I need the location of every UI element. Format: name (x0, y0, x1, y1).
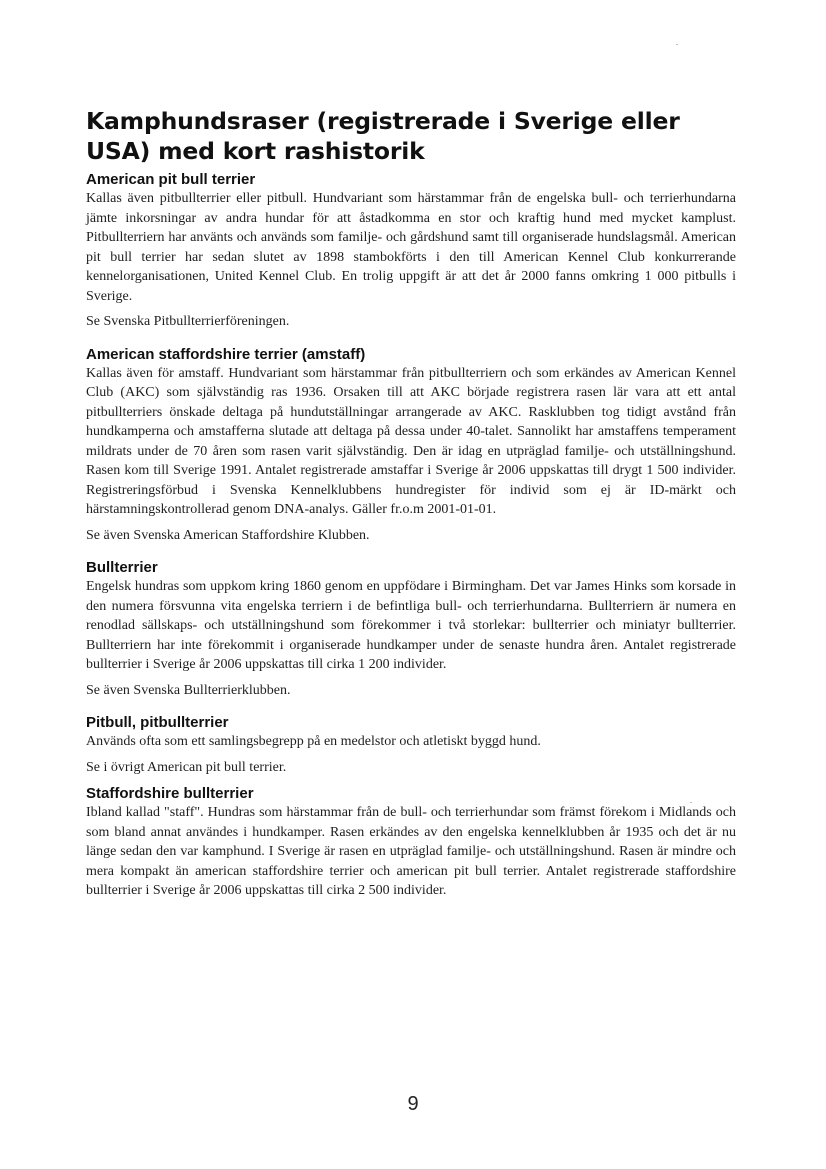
section-paragraph: Kallas även för amstaff. Hundvariant som härstammar från pitbullterriern och som erkändes av American Kennel Club (AKC) som självständig ras 1936. Orsaken till att AKC började registrera rasen lär vara att ett antal pitbullterriers önskade deltaga på hundutställningar arrangerade av AKC. Rasklubben tog tidigt avstånd från hundkamperna och amstafferna slutade att deltaga på dessa under 40-talet. Sannolikt har amstaffens temperament mildrats under de 70 åren som rasen varit självständig. Den är idag en utpräglad familje- och utställningshund. Rasen kom till Sverige 1991. Antalet registrerade amstaffar i Sverige år 2006 uppskattas till drygt 1 500 individer. Registreringsförbud i Svenska Kennelklubbens hundregister för individ som ej är ID-märkt och härstamningskontrollerad genom DNA-analys. Gäller fr.o.m 2001-01-01. (86, 365, 736, 517)
section-paragraph: Se i övrigt American pit bull terrier. (86, 759, 287, 775)
section-paragraph: Se även Svenska American Staffordshire Klubben. (86, 527, 370, 543)
section-paragraph: Används ofta som ett samlingsbegrepp på en medelstor och atletiskt byggd hund. (86, 734, 541, 749)
section-paragraph: Kallas även pitbullterrier eller pitbull. Hundvariant som härstammar från de engelska bull- och terrierhundarna jämte inkorsningar av andra hundar för att åstadkomma en stor och kraftig hund med mycket kamplust. Pitbullterriern har använts och används som familje- och gårdshund samt till organiserade hundslagsmål. American pit bull terrier har sedan slutet av 1898 stambokförts i den till American Kennel Club konkurrerande kennelorganisationen, United Kennel Club. En trolig uppgift är att det år 2000 fanns omkring 1 000 pitbulls i Sverige. (86, 191, 736, 304)
section-paragraph: Engelsk hundras som uppkom kring 1860 genom en uppfödare i Birmingham. Det var James Hinks som korsade in den numera försvunna vita engelska terriern i de befintliga bull- och terrierhundarna. Bullterriern är numera en renodlad sällskaps- och utställningshund som förekommer i två storlekar: bullterrier och miniatyr bullterrier. Bullterriern har inte förekommit i organiserade hundkamper under de senaste hundra åren. Antalet registrerade bullterrier i Sverige år 2006 uppskattas till cirka 1 200 individer. (86, 579, 736, 672)
section-american-pit-bull-terrier (86, 171, 736, 332)
section-american-staffordshire-terrier (86, 346, 736, 546)
section-staffordshire-bullterrier (86, 785, 736, 901)
section-heading: American pit bull terrier (86, 171, 256, 188)
section-heading: Staffordshire bullterrier (86, 785, 254, 802)
section-pitbull (86, 714, 736, 777)
section-paragraph: Ibland kallad "staff". Hundras som härstammar från de bull- och terrierhundar som främst förekom i Midlands och som bland annat användes i hundkamper. Rasen erkändes av den engelska kennelklubben år 1935 och det är nu länge sedan den var kamphund. I Sverige är rasen en utpräglad familje- och utställningshund. Rasen är mindre och mera kompakt än american staffordshire terrier och american pit bull terrier. Antalet registrerade staffordshire bullterrier i Sverige år 2006 uppskattas till cirka 2 500 individer. (86, 805, 736, 898)
page-number: 9 (407, 1093, 419, 1115)
section-paragraph: Se även Svenska Bullterrierklubben. (86, 682, 291, 698)
section-heading: Bullterrier (86, 559, 158, 576)
page-title: Kamphundsraser (registrerade i Sverige eller USA) med kort rashistorik (86, 107, 680, 165)
section-heading: Pitbull, pitbullterrier (86, 714, 229, 731)
section-heading: American staffordshire terrier (amstaff) (86, 345, 366, 363)
scan-speck (676, 44, 678, 45)
document-page (86, 106, 736, 915)
section-bullterrier (86, 559, 736, 700)
section-paragraph: Se Svenska Pitbullterrierföreningen. (86, 314, 290, 329)
scan-speck (690, 802, 692, 803)
